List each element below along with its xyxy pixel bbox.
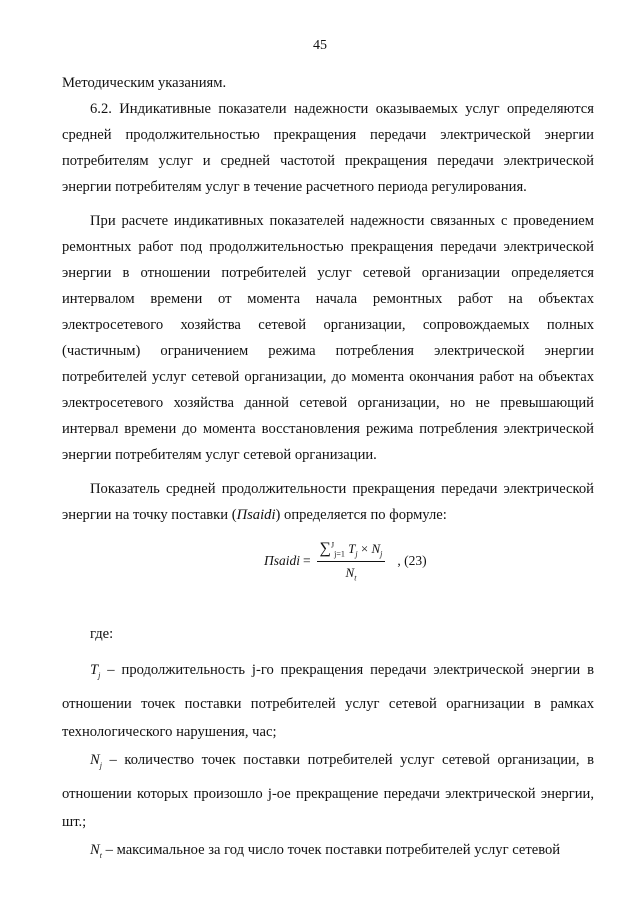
- definition-subscript: j: [98, 670, 101, 680]
- denominator-index: t: [354, 573, 357, 583]
- definitions: [62, 620, 594, 870]
- definition-text: – максимальное за год число точек поставки потребителей услуг сетевой: [101, 841, 561, 858]
- formula-fraction: [317, 540, 386, 582]
- definition-text: – продолжительность j-го прекращения передачи электрической энергии в отношении точек поставки потребителей услуг сетевой орагнизации в рамках технологического нарушения, час;: [62, 662, 594, 740]
- equation-number: , (23): [397, 553, 427, 569]
- definition-nj: [62, 746, 594, 836]
- definition-text: – количество точек поставки потребителей услуг сетевой организации, в отношении которых произошло j-ое прекращение передачи электрической энергии, шт.;: [62, 751, 594, 830]
- sum-lower-limit: j=1: [334, 549, 345, 559]
- where-label: где:: [90, 626, 114, 642]
- definition-subscript: j: [99, 760, 102, 770]
- formula-equals: =: [303, 553, 311, 569]
- definition-subscript: t: [99, 850, 102, 860]
- formula-denominator: [346, 562, 357, 583]
- body-text: [62, 70, 594, 528]
- paragraph-formula-intro: [62, 476, 594, 528]
- formula-23: [264, 540, 427, 582]
- definition-symbol: N: [90, 751, 100, 768]
- sum-sign: ∑: [319, 540, 332, 557]
- definition-nt: [62, 836, 594, 870]
- formula-intro-after: ) определяется по формуле:: [275, 507, 447, 523]
- formula-intro-symbol: Пsaidi: [236, 507, 276, 523]
- paragraph-6-2: 6.2. Индикативные показатели надежности оказываемых услуг определяются средней продолжительностью прекращения передачи электрической энергии потребителям услуг и средней частотой прекращения передачи электрической энергии потребителям услуг в течение расчетного периода регулирования.: [62, 101, 594, 195]
- numerator-n: N: [371, 541, 381, 556]
- denominator-n: N: [345, 564, 355, 580]
- numerator-t: T: [348, 541, 356, 556]
- numerator-n-index: j: [380, 549, 383, 559]
- paragraph-continuation: Методическим указаниям.: [62, 75, 227, 91]
- sum-upper-limit: J: [331, 540, 335, 550]
- formula-intro-before: Показатель средней продолжительности прекращения передачи электрической энергии на точку поставки (: [62, 481, 594, 523]
- paragraph-repair-works: При расчете индикативных показателей надежности связанных с проведением ремонтных работ под продолжительностью прекращения передачи электрической энергии в отношении потребителей услуг сетевой организации определяется интервалом времени от момента начала ремонтных работ на объектах электросетевого хозяйства сетевой организации, сопровождаемых полных (частичным) ограничением режима потребления электрической энергии потребителей услуг сетевой организации, до момента окончания работ на объектах электросетевого хозяйства данной сетевой организации, но не превышающий интервал времени до момента восстановления режима потребления электрической энергии потребителям услуг сетевой организации.: [62, 213, 594, 463]
- definition-symbol: T: [90, 662, 99, 678]
- formula-lhs: Пsaidi: [264, 553, 301, 569]
- times-sign: ×: [360, 541, 369, 556]
- definition-tj: [62, 656, 594, 746]
- numerator-t-index: j: [355, 549, 358, 559]
- page-number: 45: [313, 38, 327, 53]
- formula-numerator: [317, 540, 386, 562]
- definition-symbol: N: [90, 841, 100, 858]
